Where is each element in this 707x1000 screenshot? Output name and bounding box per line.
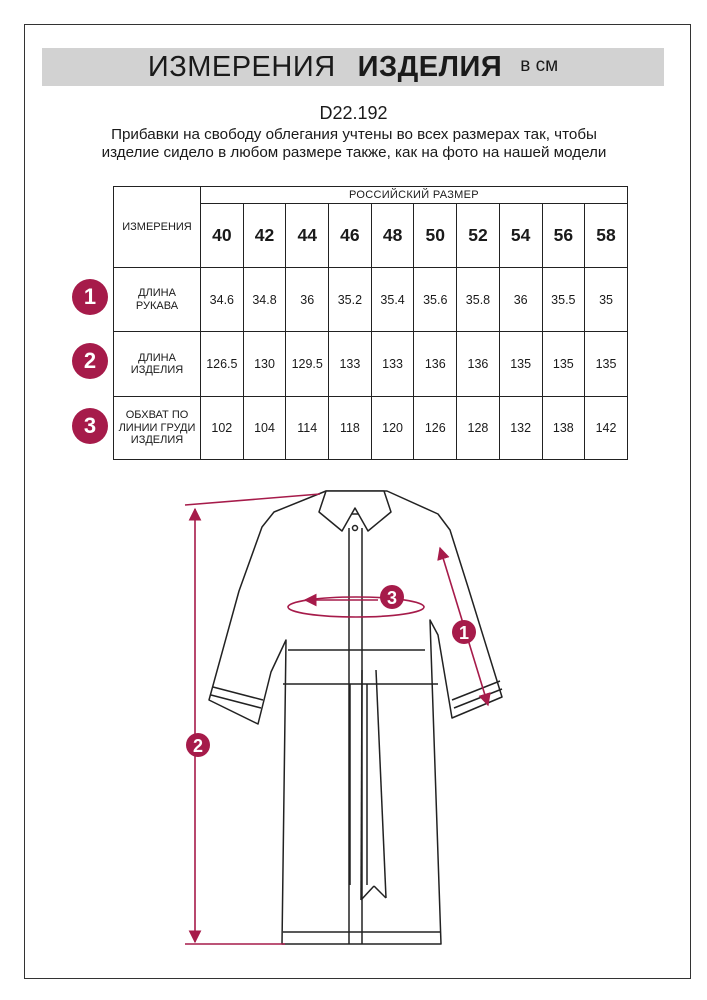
table-cell: 34.8 — [243, 268, 286, 332]
table-cell: 129.5 — [286, 332, 329, 397]
table-cell: 130 — [243, 332, 286, 397]
table-cell: 118 — [329, 397, 372, 460]
size-header: 50 — [414, 204, 457, 268]
fit-note: Прибавки на свободу облегания учтены во всех размерах так, чтобы изделие сидело в любом размере также, как на фото на нашей модели — [101, 126, 607, 161]
size-header: 48 — [371, 204, 414, 268]
corner-label: ИЗМЕРЕНИЯ — [114, 187, 201, 268]
table-cell: 135 — [499, 332, 542, 397]
table-cell: 114 — [286, 397, 329, 460]
product-code: D22.192 — [319, 103, 388, 123]
table-cell: 138 — [542, 397, 585, 460]
table-cell: 135 — [585, 332, 628, 397]
table-cell: 102 — [201, 397, 244, 460]
size-header: 42 — [243, 204, 286, 268]
table-cell: 126 — [414, 397, 457, 460]
row-label-sleeve-length: ДЛИНА РУКАВА — [114, 268, 201, 332]
table-cell: 36 — [286, 268, 329, 332]
title-unit: в см — [520, 55, 559, 76]
size-header: 46 — [329, 204, 372, 268]
marker-3-badge: 3 — [72, 408, 108, 444]
marker-1-badge: 1 — [72, 279, 108, 315]
title-garment: ИЗДЕЛИЯ — [357, 50, 503, 83]
table-cell: 35 — [585, 268, 628, 332]
table-cell: 128 — [457, 397, 500, 460]
size-header: 44 — [286, 204, 329, 268]
row-label-garment-length: ДЛИНА ИЗДЕЛИЯ — [114, 332, 201, 397]
size-header: 54 — [499, 204, 542, 268]
size-header: 40 — [201, 204, 244, 268]
table-cell: 126.5 — [201, 332, 244, 397]
table-cell: 120 — [371, 397, 414, 460]
table-cell: 104 — [243, 397, 286, 460]
size-header: 58 — [585, 204, 628, 268]
svg-text:3: 3 — [386, 588, 398, 608]
table-cell: 35.4 — [371, 268, 414, 332]
table-cell: 35.8 — [457, 268, 500, 332]
svg-text:1: 1 — [458, 623, 470, 643]
table-cell: 142 — [585, 397, 628, 460]
row-label-chest-girth: ОБХВАТ ПО ЛИНИИ ГРУДИ ИЗДЕЛИЯ — [114, 397, 201, 460]
table-cell: 136 — [457, 332, 500, 397]
title-measurements: ИЗМЕРЕНИЯ — [147, 50, 336, 83]
table-cell: 133 — [371, 332, 414, 397]
size-header: 56 — [542, 204, 585, 268]
size-group-label: РОССИЙСКИЙ РАЗМЕР — [201, 187, 628, 204]
table-cell: 136 — [414, 332, 457, 397]
table-cell: 35.2 — [329, 268, 372, 332]
table-cell: 35.6 — [414, 268, 457, 332]
table-cell: 34.6 — [201, 268, 244, 332]
size-header: 52 — [457, 204, 500, 268]
dress-outline — [209, 491, 502, 944]
table-cell: 35.5 — [542, 268, 585, 332]
svg-text:2: 2 — [192, 736, 204, 756]
table-cell: 135 — [542, 332, 585, 397]
marker-2-badge: 2 — [72, 343, 108, 379]
table-cell: 133 — [329, 332, 372, 397]
table-cell: 132 — [499, 397, 542, 460]
table-cell: 36 — [499, 268, 542, 332]
